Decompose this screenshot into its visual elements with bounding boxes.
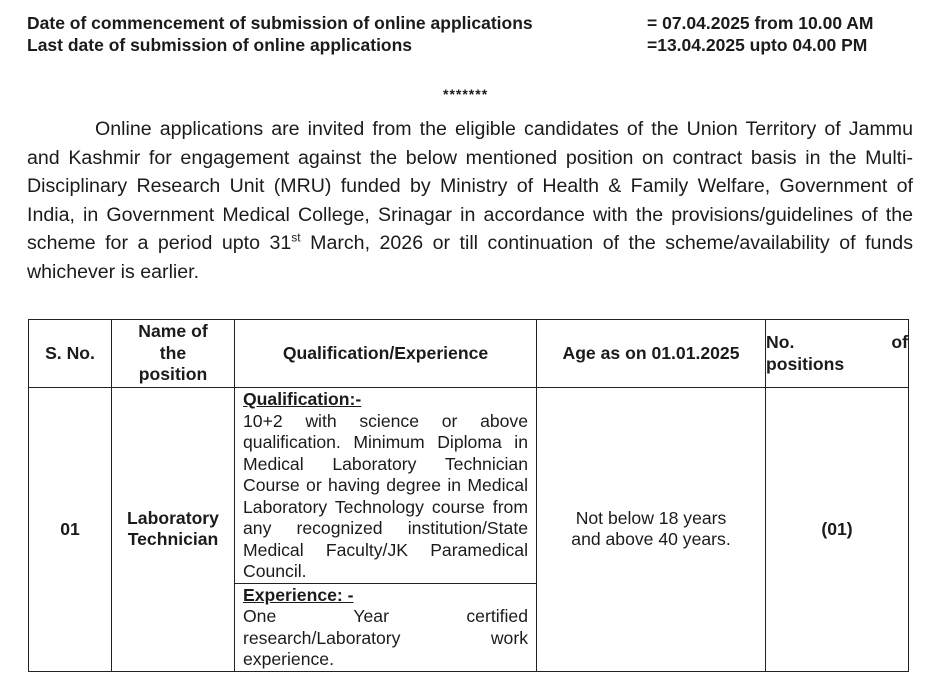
header-positions-word: positions	[766, 353, 845, 374]
table-header-row	[29, 320, 909, 388]
qualification-block	[235, 388, 536, 583]
commencement-label: Date of commencement of submission of online applications	[27, 13, 533, 33]
row-qualification-cell	[235, 388, 537, 672]
positions-table	[28, 319, 909, 672]
separator: *******	[443, 86, 489, 102]
last-date-label: Last date of submission of online applications	[27, 35, 413, 55]
experience-block	[235, 583, 536, 671]
row-age: Not below 18 years and above 40 years.	[537, 388, 766, 672]
row-position-name: Laboratory Technician	[112, 388, 235, 672]
header-qualification: Qualification/Experience	[235, 320, 537, 388]
header-sno: S. No.	[29, 320, 112, 388]
intro-text-end: March, 2026 or till continuation of the scheme/availability of funds whichever is earlier.	[27, 232, 914, 283]
header-positions	[766, 320, 909, 388]
experience-label: Experience: -	[243, 584, 354, 605]
intro-text: Online applications are invited from the eligible candidates of the Union Territory of Jammu and Kashmir for engagement against the below mentioned position on contract basis in the Multi-Disciplinary Research Unit (MRU) funded by Ministry of Health & Family Welfare, Government of India, in Government Medical College, Srinagar in accordance with the provisions/guidelines of the scheme for a period upto 31	[27, 118, 913, 254]
row-positions: (01)	[766, 388, 909, 672]
header-positions-of: of	[891, 332, 908, 352]
intro-superscript: st	[291, 230, 301, 245]
qualification-text: 10+2 with science or above qualification. Minimum Diploma in Medical Laboratory Technician Course or having degree in Medical Laboratory Technology course from any recognized institution/State Medical Faculty/JK Paramedical Council.	[243, 410, 528, 581]
commencement-value: = 07.04.2025 from 10.00 AM	[647, 13, 874, 33]
header-age: Age as on 01.01.2025	[537, 320, 766, 388]
qualification-label: Qualification:-	[243, 389, 362, 409]
last-date-value: =13.04.2025 upto 04.00 PM	[647, 35, 868, 55]
experience-text: One Year certified research/Laboratory work experience.	[243, 606, 528, 669]
header-name: Name of the position	[112, 320, 235, 388]
intro-paragraph	[27, 115, 913, 286]
row-sno: 01	[29, 388, 112, 672]
header-positions-no: No.	[766, 332, 795, 352]
table-row	[29, 388, 909, 672]
